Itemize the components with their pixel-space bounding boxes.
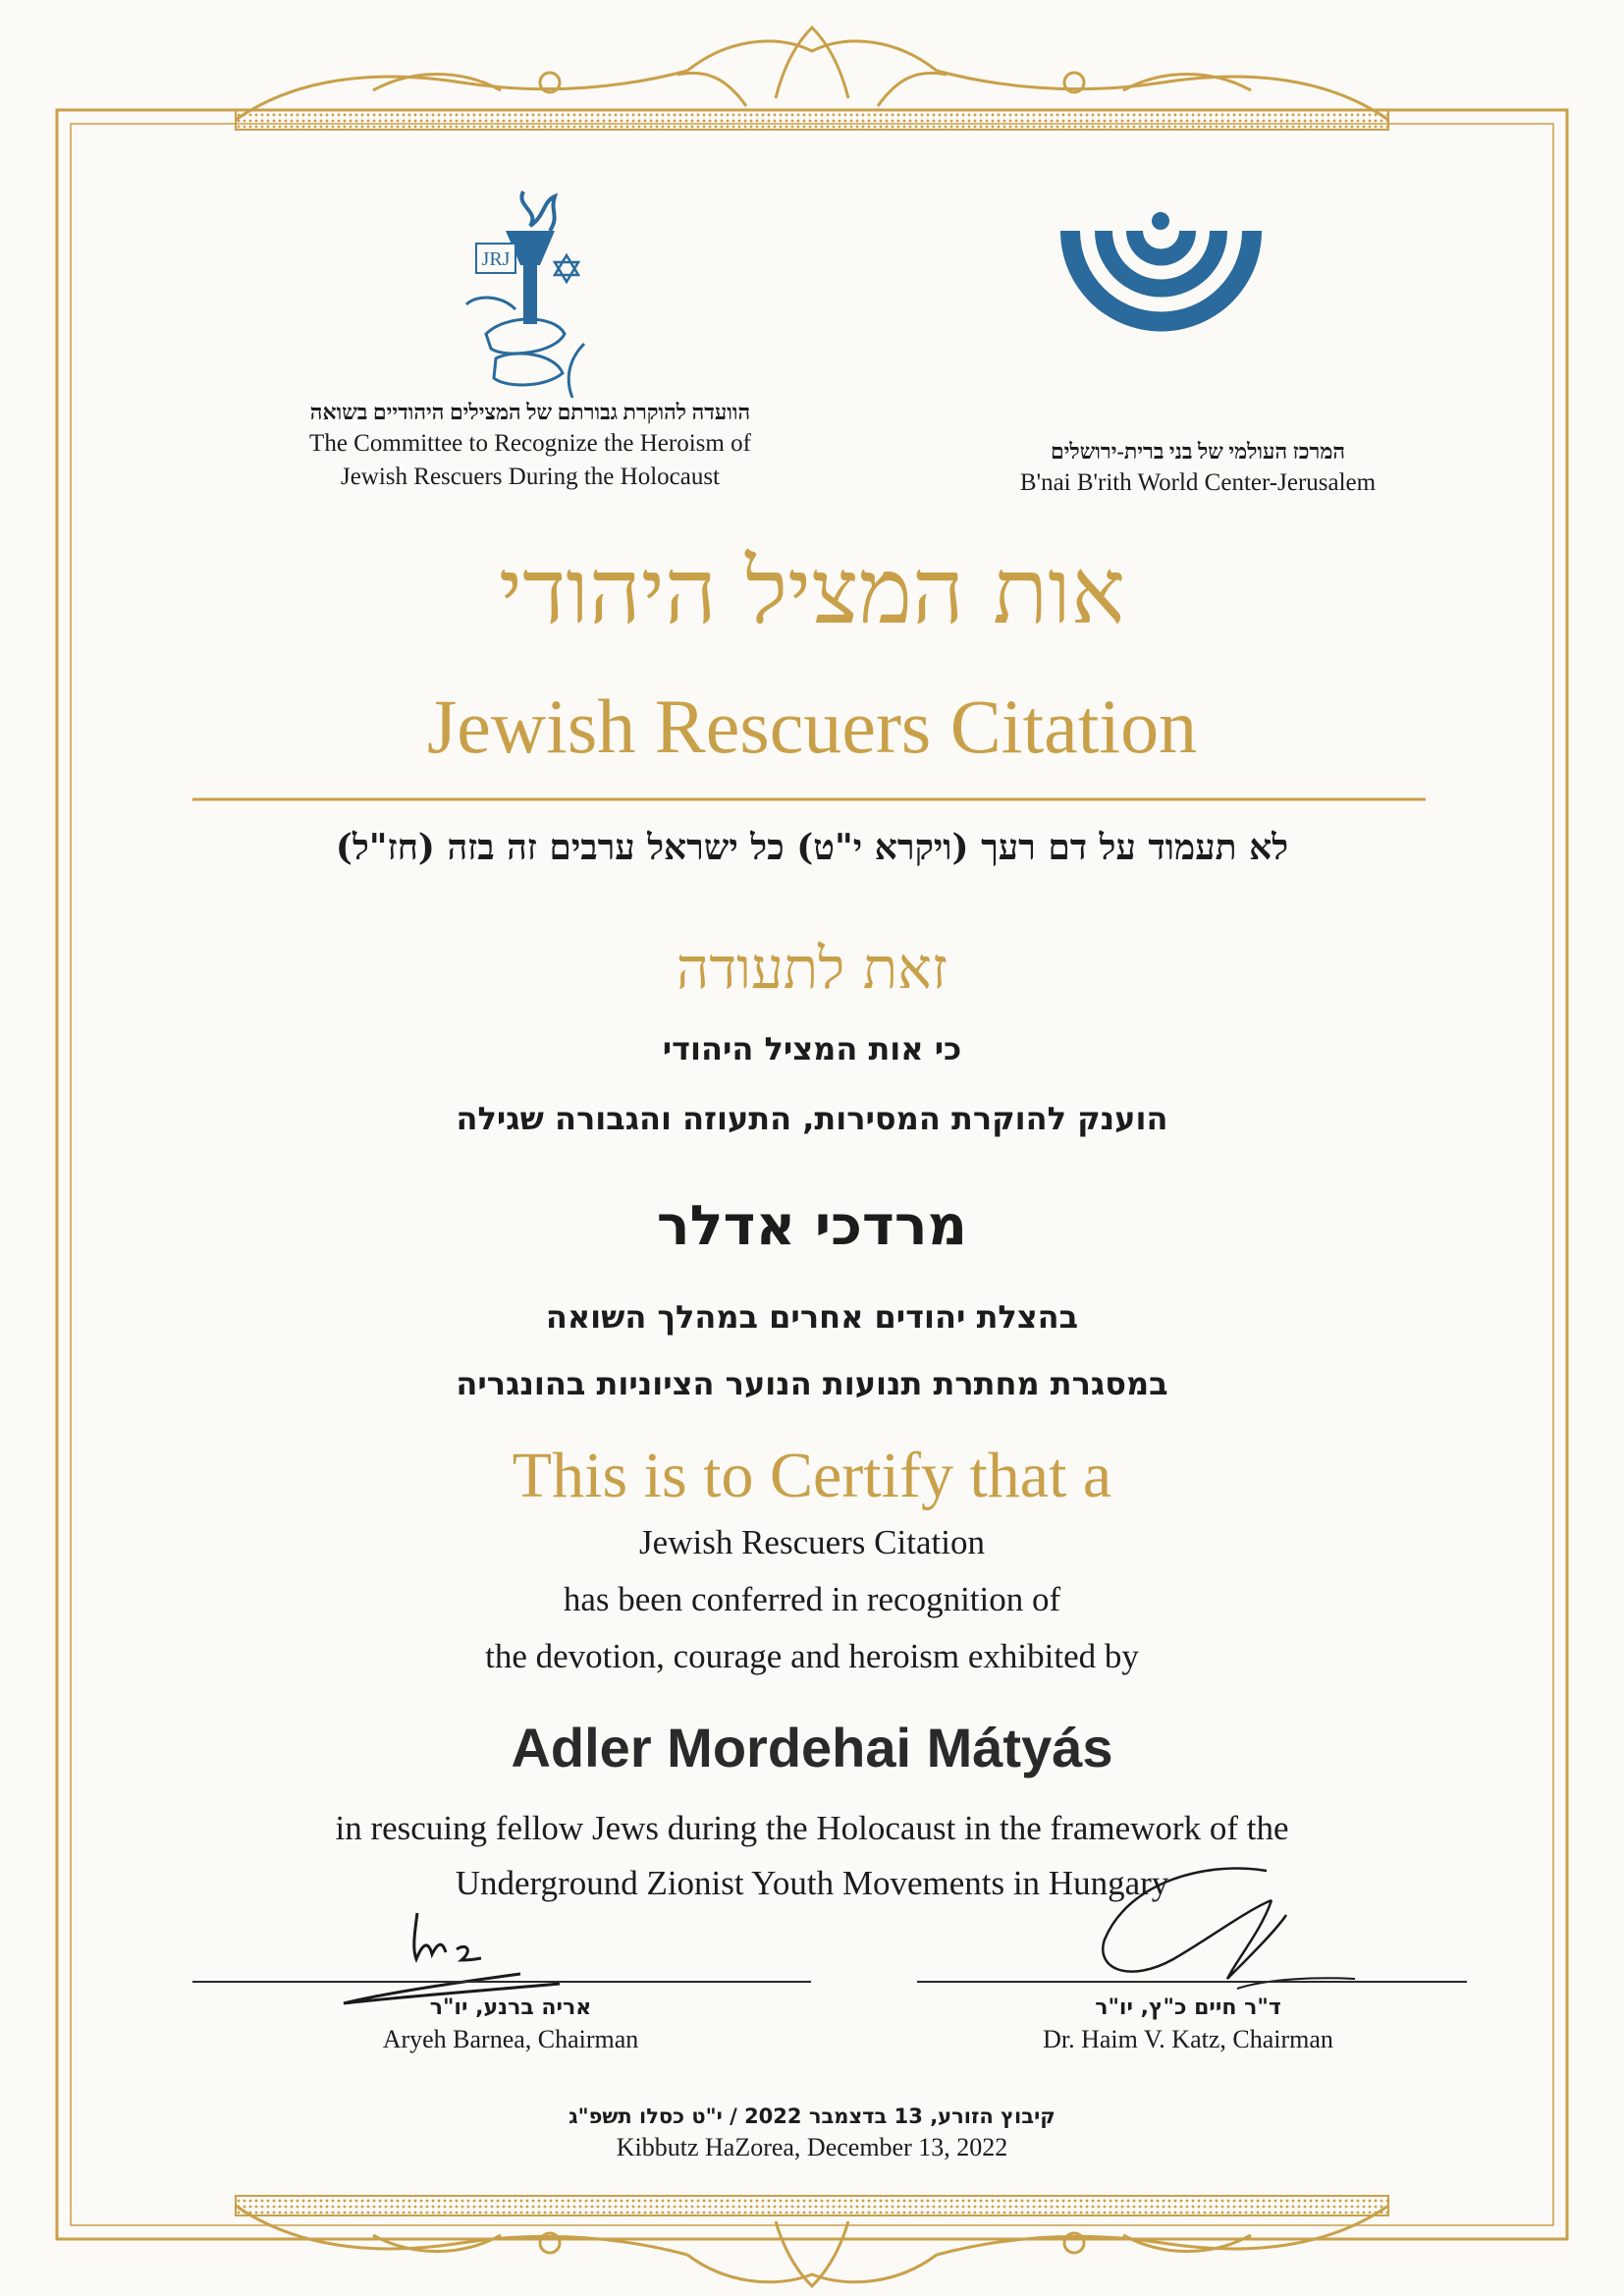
signatory-right-he: ד"ר חיים כ"ץ, יו"ר xyxy=(1095,1995,1281,2020)
bottom-ornament xyxy=(236,2196,1388,2286)
bnai-brith-name-he: המרכז העולמי של בני ברית-ירושלים xyxy=(1050,439,1346,464)
body-en-line1: Jewish Rescuers Citation xyxy=(639,1523,985,1561)
bnai-brith-info xyxy=(943,437,1453,500)
bnai-brith-name-en: B'nai B'rith World Center-Jerusalem xyxy=(1019,469,1377,496)
body-en-line5: Underground Zionist Youth Movements in Hungary xyxy=(455,1864,1169,1902)
signature-line-left xyxy=(192,1981,811,1983)
footer-date-en: Kibbutz HaZorea, December 13, 2022 xyxy=(616,2133,1008,2161)
body-he-line2: הוענק להוקרת המסירות, התעוזה והגבורה שגילה xyxy=(456,1100,1168,1137)
certify-he: זאת לתעודה xyxy=(676,935,948,1002)
body-he-line1: כי אות המציל היהודי xyxy=(662,1030,962,1067)
body-en-line4: in rescuing fellow Jews during the Holocaust in the framework of the xyxy=(335,1809,1289,1847)
title-he: אות המציל היהודי xyxy=(498,539,1126,644)
signatory-left-he: אריה ברנע, יו"ר xyxy=(429,1995,592,2020)
footer-date-he: קיבוץ הזורע, 13 בדצמבר 2022 / י"ט כסלו תשפ"ג xyxy=(568,2105,1056,2128)
menorah-arcs-icon xyxy=(1056,211,1267,349)
certify-en: This is to Certify that a xyxy=(512,1440,1112,1511)
body-en-line3: the devotion, courage and heroism exhibited by xyxy=(485,1637,1139,1675)
recipient-name-he: מרדכי אדלר xyxy=(656,1194,968,1258)
footer xyxy=(295,2102,1329,2164)
verse-he: לא תעמוד על דם רעך (ויקרא י"ט) כל ישראל ערבים זה בזה (חז"ל) xyxy=(335,827,1289,868)
title-en: Jewish Rescuers Citation xyxy=(426,683,1198,769)
signatory-right-en: Dr. Haim V. Katz, Chairman xyxy=(1043,2025,1333,2053)
recipient-name-en: Adler Mordehai Mátyás xyxy=(511,1717,1113,1778)
committee-name-en-line2: Jewish Rescuers During the Holocaust xyxy=(340,464,721,490)
body-en-line2: has been conferred in recognition of xyxy=(563,1580,1061,1618)
committee-name-he: הוועדה להוקרת גבורתם של המצילים היהודיים בשואה xyxy=(309,400,751,424)
jrj-logo-text: JRJ xyxy=(481,248,511,270)
committee-info xyxy=(226,398,835,494)
committee-name-en-line1: The Committee to Recognize the Heroism of xyxy=(309,430,751,457)
signatory-left-en: Aryeh Barnea, Chairman xyxy=(382,2025,639,2053)
signatory-left xyxy=(295,1994,727,2056)
torch-hands-icon xyxy=(447,187,594,398)
body-he-line3: בהצלת יהודים אחרים במהלך השואה xyxy=(545,1298,1079,1336)
body-he-line4: במסגרת מחתרת תנועות הנוער הציוניות בהונגריה xyxy=(456,1365,1168,1402)
signature-line-right xyxy=(917,1981,1467,1983)
signatory-right xyxy=(982,1994,1394,2056)
top-ornament xyxy=(236,27,1388,130)
